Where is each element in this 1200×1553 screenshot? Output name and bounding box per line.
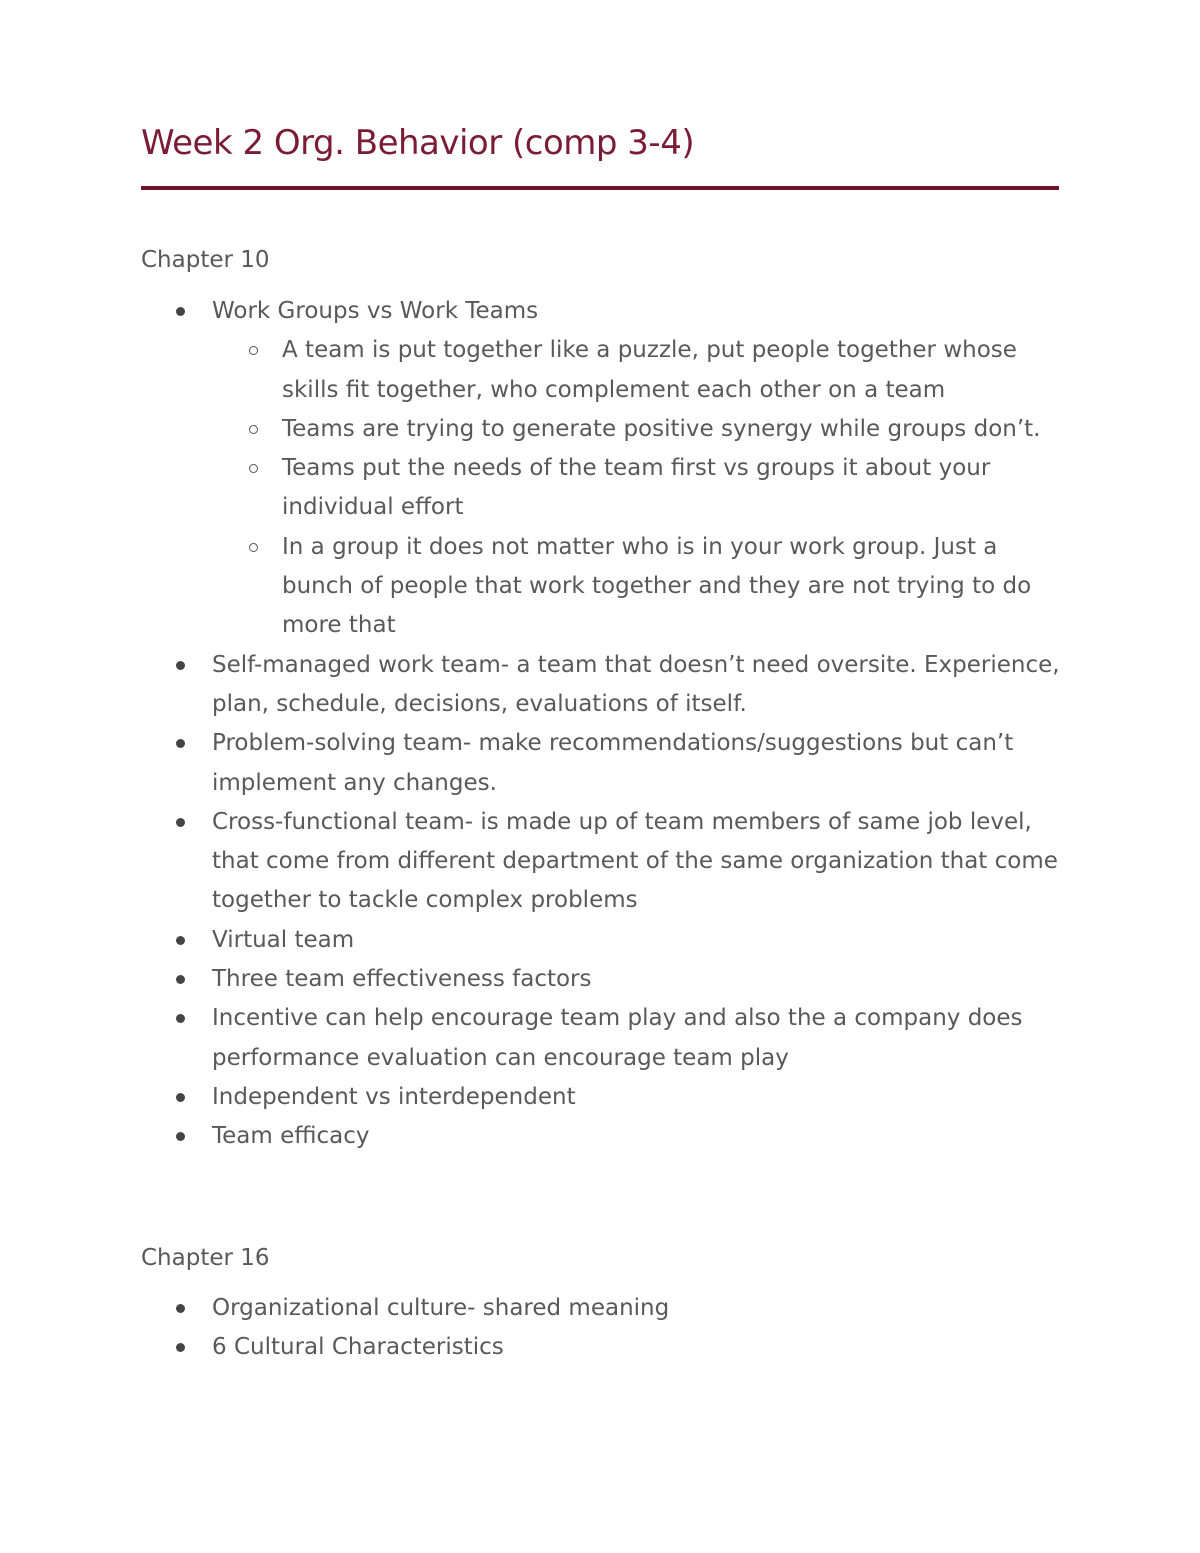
list-item-text: Work Groups vs Work Teams [212, 298, 539, 324]
sub-list-item-text: In a group it does not matter who is in your work group. Just a bunch of people that work together and they are not trying to do more that [282, 533, 1032, 639]
list-item-text: Cross-functional team- is made up of team members of same job level, that come from different department of the same organization that come together to tackle complex problems [212, 808, 1058, 914]
list-item [0, 292, 1072, 646]
list-item [0, 1289, 1072, 1328]
list-item-text: 6 Cultural Characteristics [212, 1334, 504, 1361]
list-item [0, 960, 1072, 999]
sub-list-item-text: Teams are trying to generate positive synergy while groups don’t. [282, 415, 1041, 442]
hollow-bullet-icon [249, 425, 258, 434]
sub-list-item [212, 331, 1042, 410]
bullet-icon [176, 739, 185, 748]
hollow-bullet-icon [249, 543, 258, 552]
list-item [0, 724, 1072, 803]
list-item [0, 921, 1072, 960]
list-item [0, 1078, 1072, 1117]
list-item-text: Team efficacy [212, 1123, 370, 1150]
bullet-icon [176, 1093, 185, 1102]
list-item [0, 1328, 1072, 1367]
hollow-bullet-icon [249, 464, 258, 473]
bullet-icon [176, 307, 185, 316]
list-item-text: Three team effectiveness factors [212, 966, 592, 993]
list-item-text: Problem-solving team- make recommendations/suggestions but can’t implement any changes. [212, 730, 1014, 796]
list-item-text: Virtual team [212, 926, 355, 953]
bullet-icon [176, 936, 185, 945]
document-title: Week 2 Org. Behavior (comp 3-4) [141, 123, 695, 163]
hollow-bullet-icon [249, 346, 258, 355]
list-item [0, 999, 1072, 1078]
bullet-icon [176, 1343, 185, 1352]
list-item-text: Independent vs interdependent [212, 1083, 576, 1110]
sub-list-item [212, 528, 1042, 646]
bullet-icon [176, 1014, 185, 1023]
list-item [0, 646, 1072, 725]
chapter-10-list [0, 292, 1200, 1157]
list-item-text: Incentive can help encourage team play and also the a company does performance evaluation can encourage team play [212, 1005, 1023, 1071]
title-underline-rule [141, 186, 1059, 190]
list-item [0, 803, 1072, 921]
chapter-16-list [0, 1289, 1200, 1368]
sub-list-item [212, 449, 1042, 528]
sub-list-item [212, 410, 1042, 449]
bullet-icon [176, 1132, 185, 1141]
list-item [0, 1117, 1072, 1156]
sub-list [212, 331, 1072, 645]
chapter-10-heading: Chapter 10 [141, 247, 270, 273]
chapter-16-heading: Chapter 16 [141, 1245, 270, 1271]
bullet-icon [176, 818, 185, 827]
list-item-text: Self-managed work team- a team that doesn’t need oversite. Experience, plan, schedule, decisions, evaluations of itself. [212, 651, 1060, 717]
bullet-icon [176, 1304, 185, 1313]
list-item-text: Organizational culture- shared meaning [212, 1295, 670, 1321]
bullet-icon [176, 975, 185, 984]
bullet-icon [176, 661, 185, 670]
sub-list-item-text: A team is put together like a puzzle, put people together whose skills fit together, who complement each other on a team [282, 337, 1017, 403]
sub-list-item-text: Teams put the needs of the team first vs groups it about your individual effort [282, 455, 991, 521]
